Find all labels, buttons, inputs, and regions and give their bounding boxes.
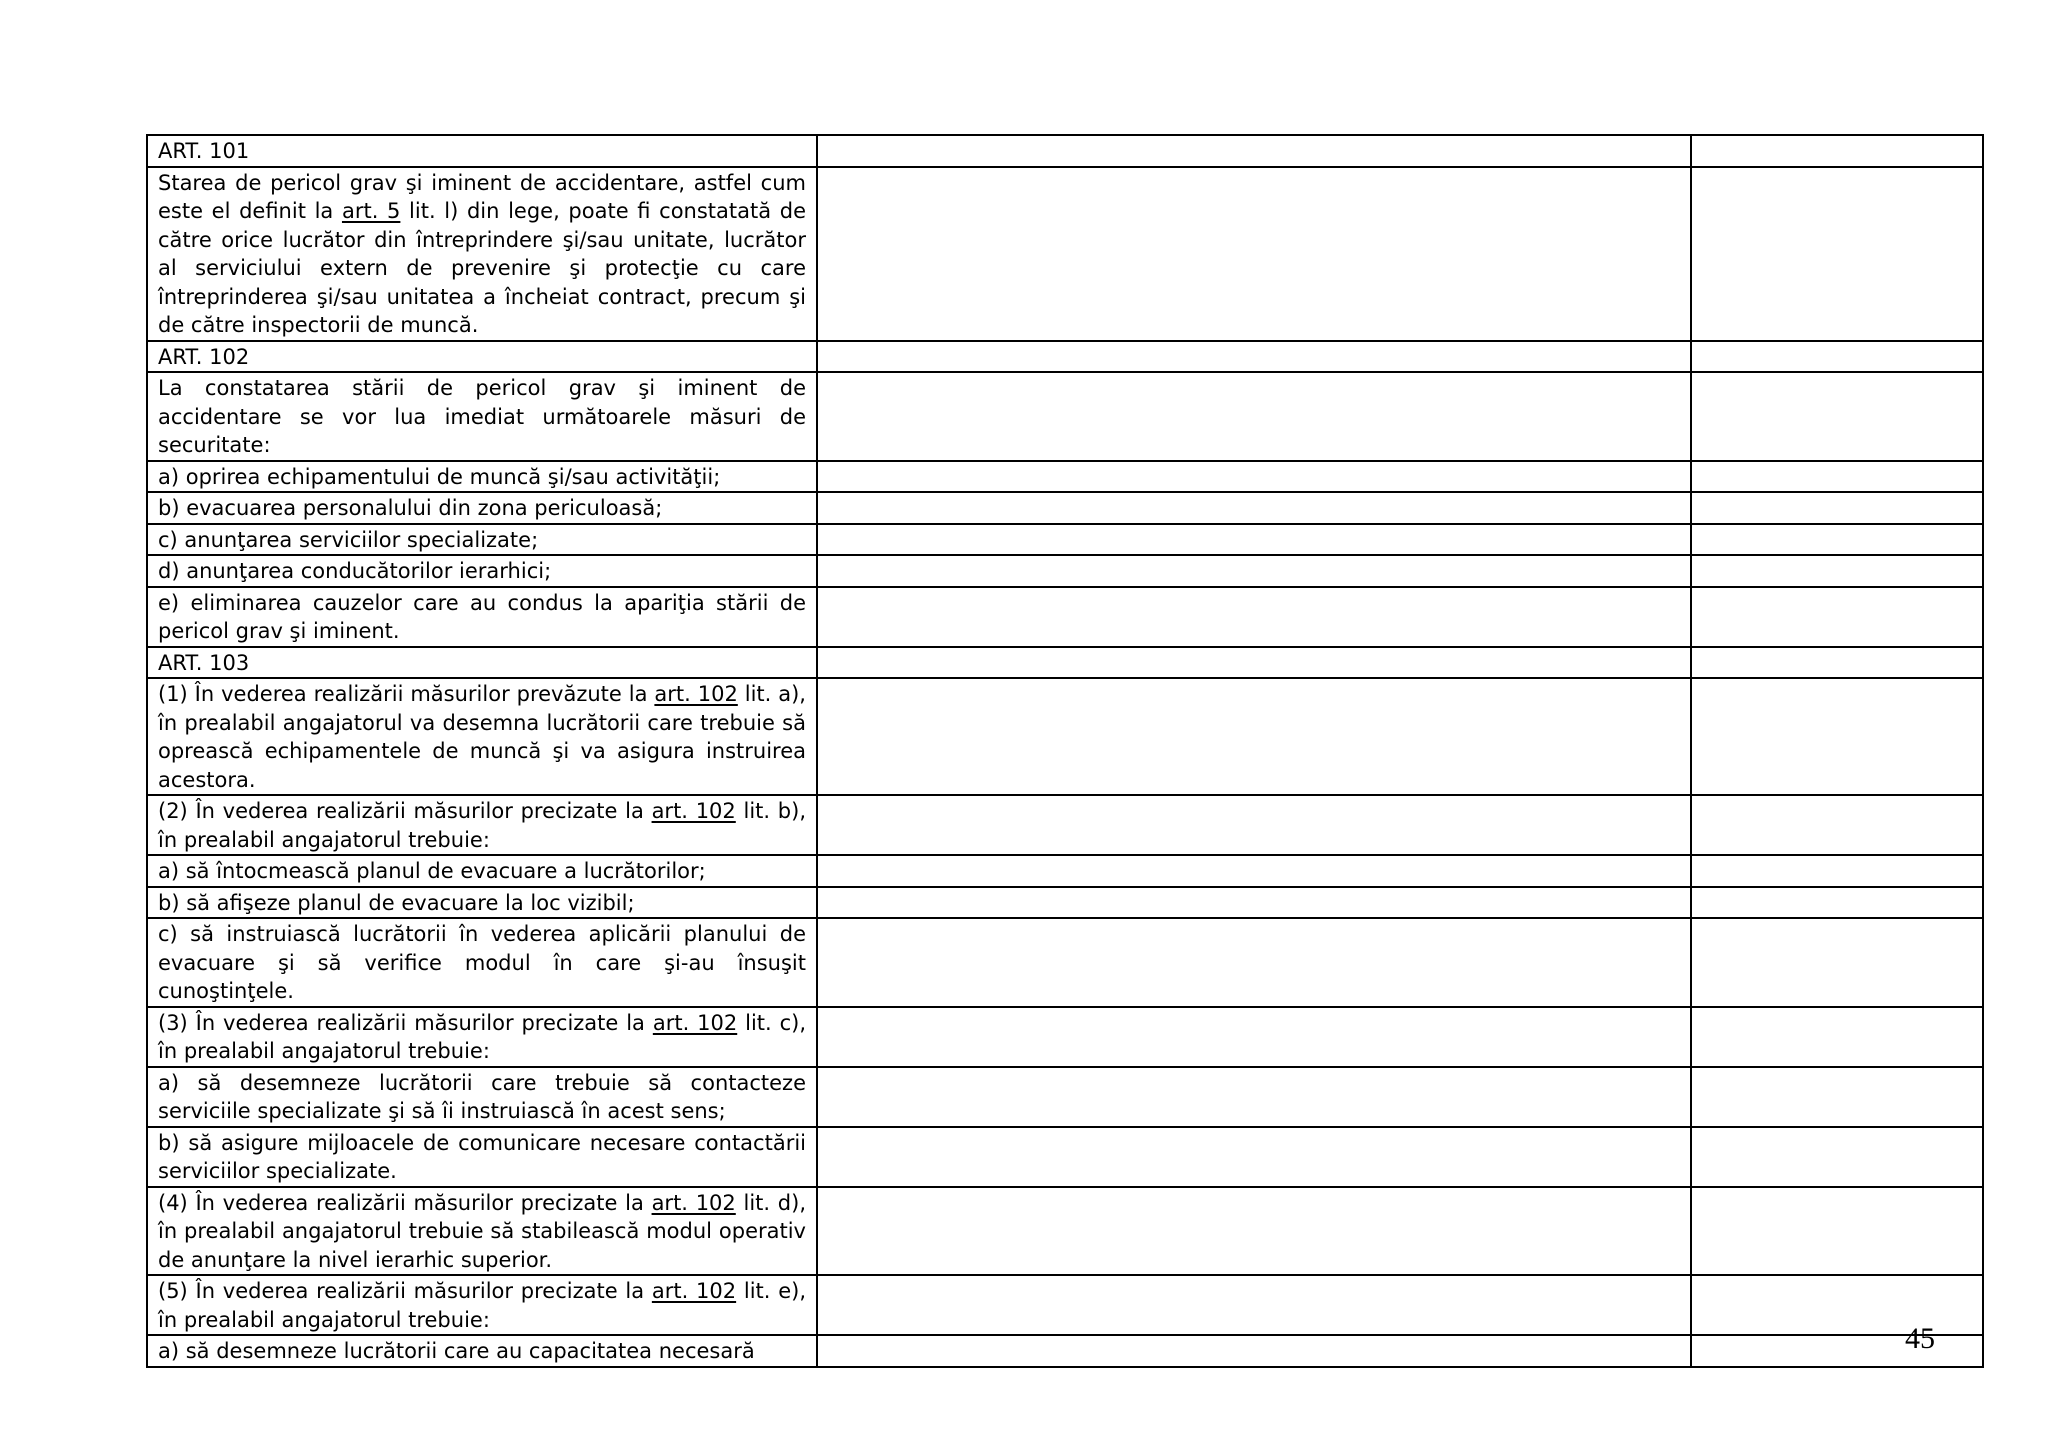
article-text-cell: e) eliminarea cauzelor care au condus la apariţia stării de pericol grav şi iminent. [147, 587, 817, 647]
article-text-cell: c) anunţarea serviciilor specializate; [147, 524, 817, 556]
notes-cell [1691, 1335, 1983, 1367]
notes-cell [1691, 918, 1983, 1007]
table-row [147, 918, 1983, 1007]
notes-cell [1691, 587, 1983, 647]
response-cell [817, 341, 1691, 373]
article-text-cell: b) să afişeze planul de evacuare la loc vizibil; [147, 887, 817, 919]
table-row [147, 167, 1983, 341]
response-cell [817, 795, 1691, 855]
page-number: 45 [1905, 1322, 1935, 1355]
table-row [147, 1067, 1983, 1127]
table-row [147, 647, 1983, 679]
notes-cell [1691, 461, 1983, 493]
notes-cell [1691, 795, 1983, 855]
notes-cell [1691, 555, 1983, 587]
response-cell [817, 372, 1691, 461]
notes-cell [1691, 492, 1983, 524]
table-row [147, 1275, 1983, 1335]
notes-cell [1691, 167, 1983, 341]
article-text-cell: (1) În vederea realizării măsurilor prevăzute la art. 102 lit. a), în prealabil angajatorul va desemna lucrătorii care trebuie să oprească echipamentele de muncă şi va asigura instruirea acestora. [147, 678, 817, 795]
table-row [147, 678, 1983, 795]
table-row [147, 855, 1983, 887]
response-cell [817, 1335, 1691, 1367]
response-cell [817, 167, 1691, 341]
notes-cell [1691, 135, 1983, 167]
article-text-cell: La constatarea stării de pericol grav şi iminent de accidentare se vor lua imediat următoarele măsuri de securitate: [147, 372, 817, 461]
table-row [147, 461, 1983, 493]
article-text-cell: a) să desemneze lucrătorii care au capacitatea necesară [147, 1335, 817, 1367]
response-cell [817, 887, 1691, 919]
table-row [147, 587, 1983, 647]
response-cell [817, 555, 1691, 587]
article-text-cell: (4) În vederea realizării măsurilor precizate la art. 102 lit. d), în prealabil angajatorul trebuie să stabilească modul operativ de anunţare la nivel ierarhic superior. [147, 1187, 817, 1276]
response-cell [817, 587, 1691, 647]
document-table [146, 134, 1984, 1368]
response-cell [817, 1187, 1691, 1276]
notes-cell [1691, 1127, 1983, 1187]
table-row [147, 1187, 1983, 1276]
response-cell [817, 1007, 1691, 1067]
article-text-cell: b) evacuarea personalului din zona periculoasă; [147, 492, 817, 524]
notes-cell [1691, 647, 1983, 679]
response-cell [817, 647, 1691, 679]
notes-cell [1691, 887, 1983, 919]
article-text-cell: a) să desemneze lucrătorii care trebuie să contacteze serviciile specializate şi să îi instruiască în acest sens; [147, 1067, 817, 1127]
notes-cell [1691, 678, 1983, 795]
article-text-cell: (3) În vederea realizării măsurilor precizate la art. 102 lit. c), în prealabil angajatorul trebuie: [147, 1007, 817, 1067]
response-cell [817, 1067, 1691, 1127]
response-cell [817, 461, 1691, 493]
article-text-cell: b) să asigure mijloacele de comunicare necesare contactării serviciilor specializate. [147, 1127, 817, 1187]
article-text-cell: a) să întocmească planul de evacuare a lucrătorilor; [147, 855, 817, 887]
response-cell [817, 1275, 1691, 1335]
notes-cell [1691, 372, 1983, 461]
table-row [147, 524, 1983, 556]
table-row [147, 1127, 1983, 1187]
article-text-cell: Starea de pericol grav şi iminent de accidentare, astfel cum este el definit la art. 5 lit. l) din lege, poate fi constatată de către orice lucrător din întreprindere şi/sau unitate, lucrător al serviciului extern de prevenire şi protecţie cu care întreprinderea şi/sau unitatea a încheiat contract, precum şi de către inspectorii de muncă. [147, 167, 817, 341]
table-row [147, 492, 1983, 524]
table-row [147, 795, 1983, 855]
article-text-cell: ART. 103 [147, 647, 817, 679]
article-text-cell: d) anunţarea conducătorilor ierarhici; [147, 555, 817, 587]
response-cell [817, 492, 1691, 524]
article-text-cell: c) să instruiască lucrătorii în vederea aplicării planului de evacuare şi să verifice modul în care şi-au însuşit cunoştinţele. [147, 918, 817, 1007]
table-row [147, 341, 1983, 373]
table-row [147, 135, 1983, 167]
response-cell [817, 524, 1691, 556]
response-cell [817, 1127, 1691, 1187]
notes-cell [1691, 524, 1983, 556]
article-text-cell: (5) În vederea realizării măsurilor precizate la art. 102 lit. e), în prealabil angajatorul trebuie: [147, 1275, 817, 1335]
notes-cell [1691, 1067, 1983, 1127]
article-text-cell: a) oprirea echipamentului de muncă şi/sau activităţii; [147, 461, 817, 493]
notes-cell [1691, 855, 1983, 887]
article-text-cell: ART. 102 [147, 341, 817, 373]
notes-cell [1691, 1007, 1983, 1067]
notes-cell [1691, 1275, 1983, 1335]
table-row [147, 555, 1983, 587]
notes-cell [1691, 1187, 1983, 1276]
response-cell [817, 678, 1691, 795]
response-cell [817, 918, 1691, 1007]
document-table-body [147, 135, 1983, 1367]
response-cell [817, 135, 1691, 167]
article-text-cell: (2) În vederea realizării măsurilor precizate la art. 102 lit. b), în prealabil angajatorul trebuie: [147, 795, 817, 855]
notes-cell [1691, 341, 1983, 373]
table-row [147, 887, 1983, 919]
article-text-cell: ART. 101 [147, 135, 817, 167]
response-cell [817, 855, 1691, 887]
table-row [147, 1007, 1983, 1067]
table-row [147, 1335, 1983, 1367]
table-row [147, 372, 1983, 461]
